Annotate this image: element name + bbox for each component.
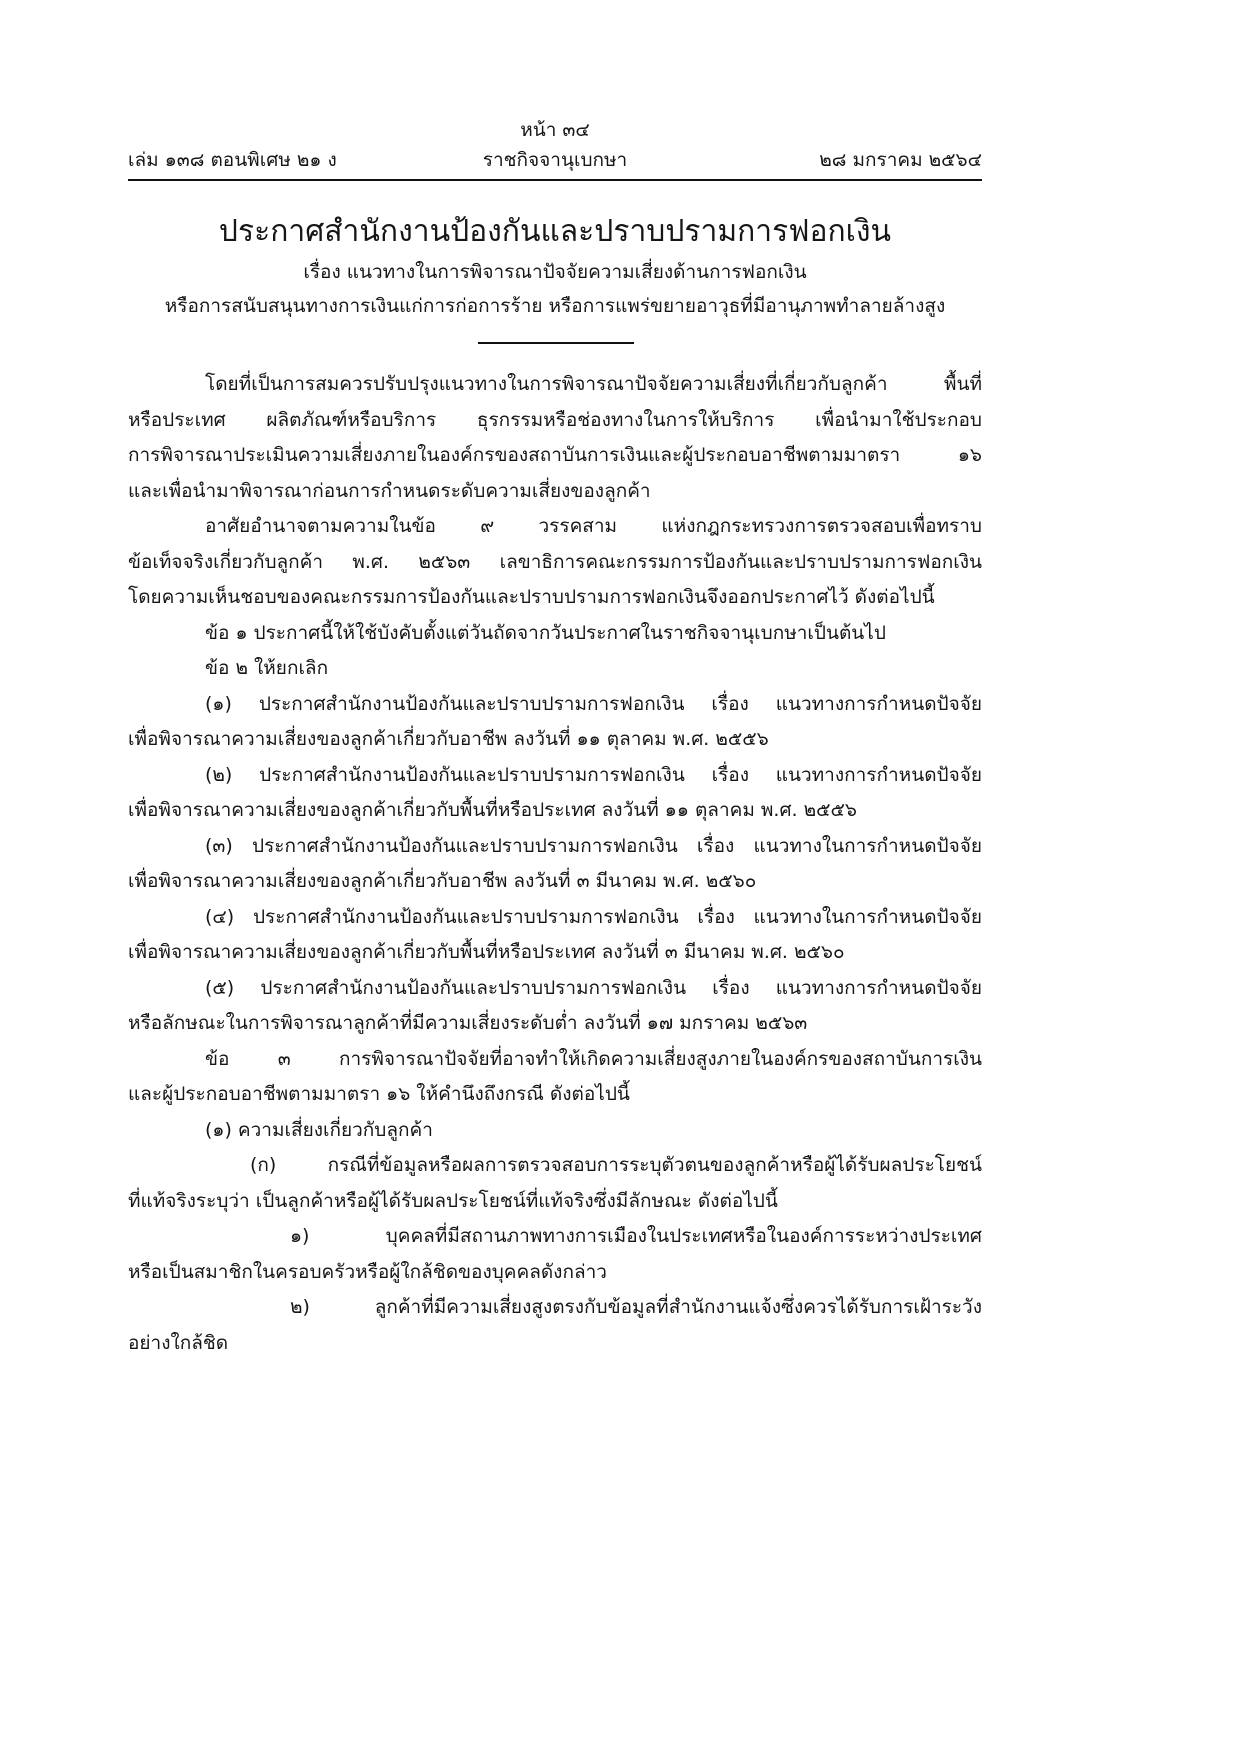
preamble-line: หรือประเทศ ผลิตภัณฑ์หรือบริการ ธุรกรรมหรือช่องทางในการให้บริการ เพื่อนำมาใช้ประกอบ [128,408,982,431]
clause-1: ข้อ ๑ ประกาศนี้ให้ใช้บังคับตั้งแต่วันถัดจากวันประกาศในราชกิจจานุเบกษาเป็นต้นไป [205,621,886,644]
repealed-item-line: (๑) ประกาศสำนักงานป้องกันและปราบปรามการฟอกเงิน เรื่อง แนวทางการกำหนดปัจจัย [205,692,982,715]
announcement-body [128,367,982,1361]
preamble-line: โดยที่เป็นการสมควรปรับปรุงแนวทางในการพิจารณาปัจจัยความเสี่ยงที่เกี่ยวกับลูกค้า พื้นที่ [205,373,982,395]
page-number: หน้า ๓๔ [520,119,590,141]
sub-item-a-line: ที่แท้จริงระบุว่า เป็นลูกค้าหรือผู้ได้รับผลประโยชน์ที่แท้จริงซึ่งมีลักษณะ ดังต่อไปนี้ [128,1189,778,1212]
gazette-name: ราชกิจจานุเบกษา [482,149,628,171]
repealed-item-line: เพื่อพิจารณาความเสี่ยงของลูกค้าเกี่ยวกับพื้นที่หรือประเทศ ลงวันที่ ๑๑ ตุลาคม พ.ศ. ๒๕๕๖ [128,799,857,821]
subject-line: หรือการสนับสนุนทางการเงินแก่การก่อการร้าย หรือการแพร่ขยายอาวุธที่มีอานุภาพทำลายล้างสูง [164,295,946,317]
customer-risk-heading: (๑) ความเสี่ยงเกี่ยวกับลูกค้า [205,1118,433,1141]
sub-item-a-line: (ก) กรณีที่ข้อมูลหรือผลการตรวจสอบการระบุตัวตนของลูกค้าหรือผู้ได้รับผลประโยชน์ [250,1154,982,1176]
authority-line: ข้อเท็จจริงเกี่ยวกับลูกค้า พ.ศ. ๒๕๖๓ เลขาธิการคณะกรรมการป้องกันและปราบปรามการฟอกเงิน [128,550,982,573]
authority-line: โดยความเห็นชอบของคณะกรรมการป้องกันและปราบปรามการฟอกเงินจึงออกประกาศไว้ ดังต่อไปนี้ [128,586,935,608]
clause-3-line: และผู้ประกอบอาชีพตามมาตรา ๑๖ ให้คำนึงถึงกรณี ดังต่อไปนี้ [128,1083,630,1105]
clause-2-intro: ข้อ ๒ ให้ยกเลิก [205,657,329,679]
repealed-item-line: เพื่อพิจารณาความเสี่ยงของลูกค้าเกี่ยวกับอาชีพ ลงวันที่ ๓ มีนาคม พ.ศ. ๒๕๖๐ [128,870,757,892]
clause-3-line: ข้อ ๓ การพิจารณาปัจจัยที่อาจทำให้เกิดความเสี่ยงสูงภายในองค์กรของสถาบันการเงิน [205,1047,982,1070]
point-line: ๑) บุคคลที่มีสถานภาพทางการเมืองในประเทศหรือในองค์การระหว่างประเทศ [290,1225,982,1247]
preamble-line: การพิจารณาประเมินความเสี่ยงภายในองค์กรของสถาบันการเงินและผู้ประกอบอาชีพตามมาตรา ๑๖ [128,444,982,466]
point-line: หรือเป็นสมาชิกในครอบครัวหรือผู้ใกล้ชิดของบุคคลดังกล่าว [128,1260,607,1283]
announcement-title: ประกาศสำนักงานป้องกันและปราบปรามการฟอกเงิน [218,214,892,249]
repealed-item-line: (๔) ประกาศสำนักงานป้องกันและปราบปรามการฟอกเงิน เรื่อง แนวทางในการกำหนดปัจจัย [205,905,982,928]
preamble-line: และเพื่อนำมาพิจารณาก่อนการกำหนดระดับความเสี่ยงของลูกค้า [128,479,651,502]
publication-date: ๒๘ มกราคม ๒๕๖๔ [819,149,982,171]
repealed-item-line: เพื่อพิจารณาความเสี่ยงของลูกค้าเกี่ยวกับพื้นที่หรือประเทศ ลงวันที่ ๓ มีนาคม พ.ศ. ๒๕๖๐ [128,941,845,963]
header-rule [128,179,982,181]
repealed-item-line: เพื่อพิจารณาความเสี่ยงของลูกค้าเกี่ยวกับอาชีพ ลงวันที่ ๑๑ ตุลาคม พ.ศ. ๒๕๕๖ [128,728,769,750]
repealed-item-line: หรือลักษณะในการพิจารณาลูกค้าที่มีความเสี่ยงระดับต่ำ ลงวันที่ ๑๗ มกราคม ๒๕๖๓ [128,1012,808,1034]
running-header [128,144,982,176]
authority-line: อาศัยอำนาจตามความในข้อ ๙ วรรคสาม แห่งกฎกระทรวงการตรวจสอบเพื่อทราบ [205,515,982,537]
repealed-item-line: (๕) ประกาศสำนักงานป้องกันและปราบปรามการฟอกเงิน เรื่อง แนวทางการกำหนดปัจจัย [205,976,982,999]
repealed-item-line: (๒) ประกาศสำนักงานป้องกันและปราบปรามการฟอกเงิน เรื่อง แนวทางการกำหนดปัจจัย [205,763,982,786]
point-line: ๒) ลูกค้าที่มีความเสี่ยงสูงตรงกับข้อมูลที่สำนักงานแจ้งซึ่งควรได้รับการเฝ้าระวัง [290,1296,982,1318]
volume-info: เล่ม ๑๓๘ ตอนพิเศษ ๒๑ ง [128,149,337,171]
point-line: อย่างใกล้ชิด [128,1331,229,1354]
title-divider [478,342,634,344]
subject-line: เรื่อง แนวทางในการพิจารณาปัจจัยความเสี่ยงด้านการฟอกเงิน [303,261,807,283]
repealed-item-line: (๓) ประกาศสำนักงานป้องกันและปราบปรามการฟอกเงิน เรื่อง แนวทางในการกำหนดปัจจัย [205,834,982,857]
